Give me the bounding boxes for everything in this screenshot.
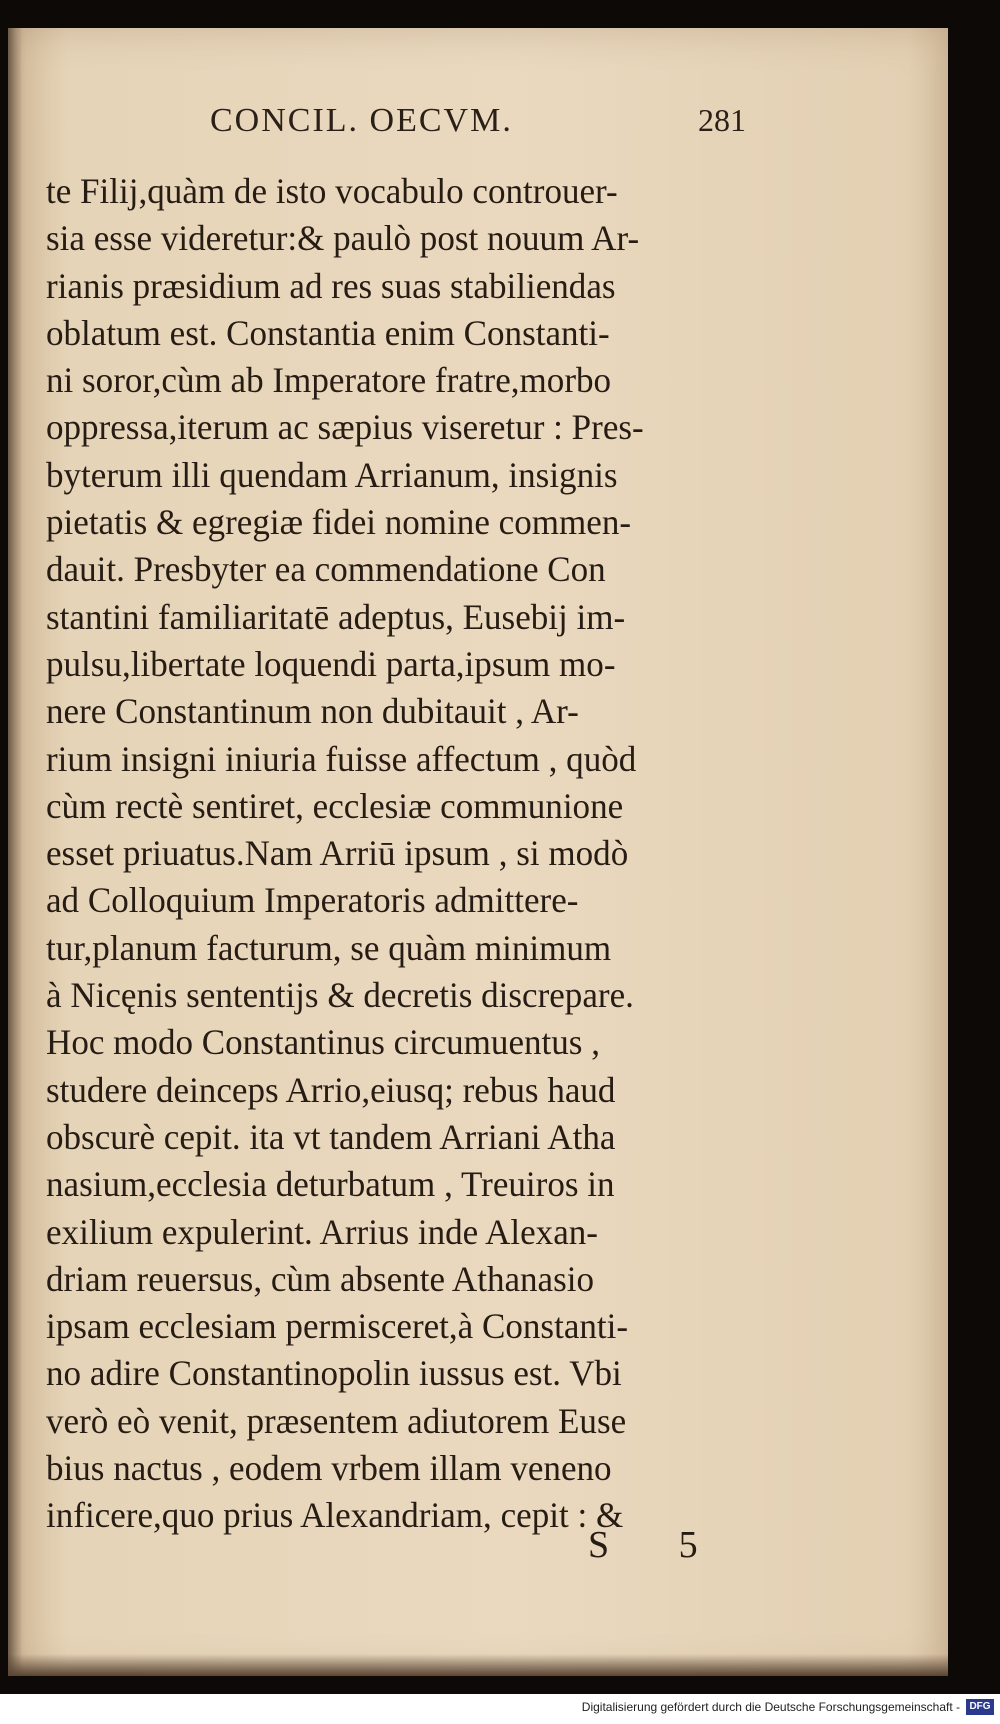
text-line: tur,planum facturum, se quàm minimum <box>46 927 612 968</box>
text-line: no adire Constantinopolin iussus est. Vbi <box>46 1353 622 1394</box>
text-line: byterum illi quendam Arrianum, insignis <box>46 454 618 495</box>
page-header <box>8 90 948 146</box>
text-line: rianis præsidium ad res suas stabiliendas <box>46 265 616 306</box>
text-line: te Filij,quàm de isto vocabulo controuer- <box>46 171 618 211</box>
text-line: obscurè cepit. ita vt tandem Arriani Atha <box>46 1116 616 1157</box>
text-line: esset priuatus.Nam Arriū ipsum , si modò <box>46 833 629 874</box>
signature-mark: S 5 <box>588 1524 728 1566</box>
body-text <box>46 168 806 1540</box>
text-line: ad Colloquium Imperatoris admittere- <box>46 880 579 921</box>
text-line: sia esse videretur:& paulò post nouum Ar- <box>46 218 640 259</box>
text-line: à Nicęnis sententijs & decretis discrepare. <box>46 975 634 1016</box>
text-line: pietatis & egregiæ fidei nomine commen- <box>46 502 632 543</box>
text-line: oblatum est. Constantia enim Constanti- <box>46 312 610 353</box>
text-line: exilium expulerint. Arrius inde Alexan- <box>46 1211 598 1252</box>
book-page <box>8 28 948 1676</box>
text-line: nasium,ecclesia deturbatum , Treuiros in <box>46 1164 615 1205</box>
text-line: rium insigni iniuria fuisse affectum , quòd <box>46 738 637 779</box>
text-line: bius nactus , eodem vrbem illam veneno <box>46 1448 612 1489</box>
text-line: verò eò venit, præsentem adiutorem Euse <box>46 1400 627 1441</box>
text-line: nere Constantinum non dubitauit , Ar- <box>46 691 579 732</box>
text-line: stantini familiaritatē adeptus, Eusebij im- <box>46 596 626 637</box>
text-line: studere deinceps Arrio,eiusq; rebus haud <box>46 1069 616 1110</box>
text-line: inficere,quo prius Alexandriam, cepit : & <box>46 1495 624 1536</box>
funding-note: Digitalisierung gefördert durch die Deutsche Forschungsgemeinschaft - <box>581 1700 960 1714</box>
text-line: ni soror,cùm ab Imperatore fratre,morbo <box>46 360 612 401</box>
text-line: driam reuersus, cùm absente Athanasio <box>46 1258 595 1299</box>
text-line: Hoc modo Constantinus circumuentus , <box>46 1022 600 1063</box>
text-line: ipsam ecclesiam permisceret,à Constanti- <box>46 1306 629 1347</box>
text-line: cùm rectè sentiret, ecclesiæ communione <box>46 785 624 826</box>
page-bottom-edge <box>8 1654 948 1676</box>
text-line: oppressa,iterum ac sæpius viseretur : Pres- <box>46 407 644 448</box>
text-line: pulsu,libertate loquendi parta,ipsum mo- <box>46 643 616 684</box>
text-line: dauit. Presbyter ea commendatione Con <box>46 549 606 590</box>
running-head: CONCIL. OECVM. <box>210 102 513 139</box>
footer-bar <box>0 1694 1000 1724</box>
page-number: 281 <box>698 102 746 138</box>
dfg-logo: DFG <box>966 1699 994 1715</box>
